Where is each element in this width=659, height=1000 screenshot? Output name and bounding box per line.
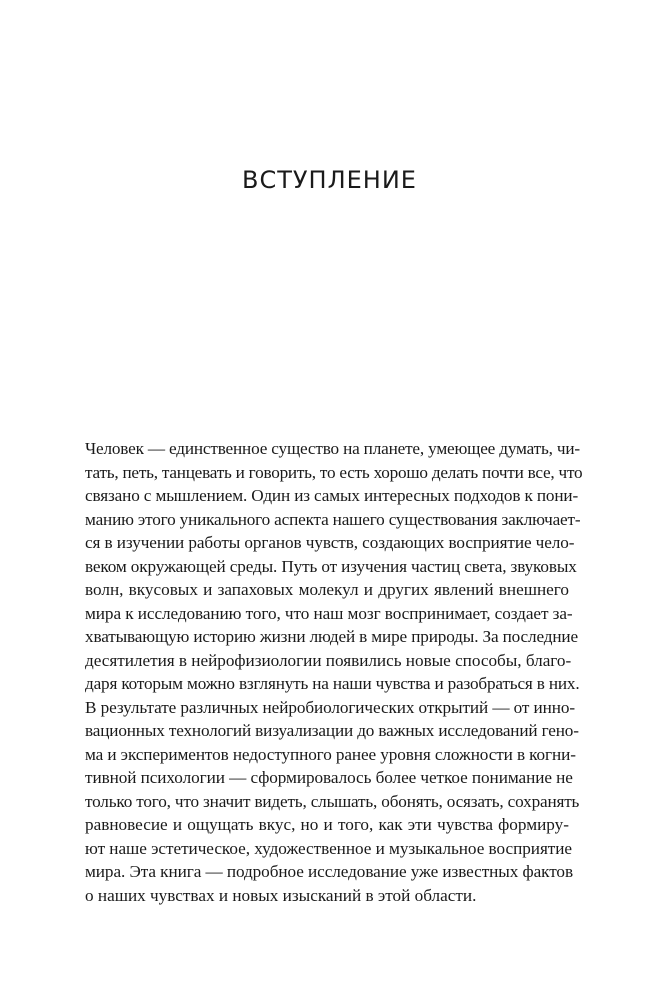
text-line: волн, вкусовых и запаховых молекул и других явлений внешнего (85, 580, 569, 599)
text-line: связано с мышлением. Один из самых интересных подходов к пони- (85, 486, 579, 505)
body-paragraph (85, 437, 583, 907)
text-line: десятилетия в нейрофизиологии появились новые способы, благо- (85, 650, 572, 670)
chapter-title: ВСТУПЛЕНИЕ (242, 166, 417, 194)
text-line: В результате различных нейробиологических открытий — от инно- (85, 697, 575, 717)
text-line: тивной психологии — сформировалось более четкое понимание не (85, 768, 573, 787)
text-line: равновесие и ощущать вкус, но и того, как эти чувства формиру- (85, 815, 569, 834)
text-line: только того, что значит видеть, слышать, обонять, осязать, сохранять (85, 791, 580, 811)
text-line: хватывающую историю жизни людей в мире природы. За последние (85, 627, 578, 646)
text-line: ют наше эстетическое, художественное и музыкальное восприятие (85, 838, 573, 858)
text-line: мира. Эта книга — подробное исследование уже известных фактов (85, 862, 573, 881)
text-line: мира к исследованию того, что наш мозг воспринимает, создает за- (85, 603, 573, 623)
text-line: даря которым можно взглянуть на наши чувства и разобраться в них. (85, 674, 580, 693)
text-line: о наших чувствах и новых изысканий в этой области. (85, 885, 477, 905)
text-line: вационных технологий визуализации до важных исследований гено- (85, 721, 579, 740)
text-line: манию этого уникального аспекта нашего существования заключает- (85, 509, 581, 529)
text-line: тать, петь, танцевать и говорить, то есть хорошо делать почти все, что (85, 462, 583, 482)
text-line: Человек — единственное существо на планете, умеющее думать, чи- (85, 439, 580, 458)
text-line: ма и экспериментов недоступного ранее уровня сложности в когни- (85, 744, 576, 764)
text-line: веком окружающей среды. Путь от изучения частиц света, звуковых (85, 556, 577, 576)
text-line: ся в изучении работы органов чувств, создающих восприятие чело- (85, 533, 575, 552)
